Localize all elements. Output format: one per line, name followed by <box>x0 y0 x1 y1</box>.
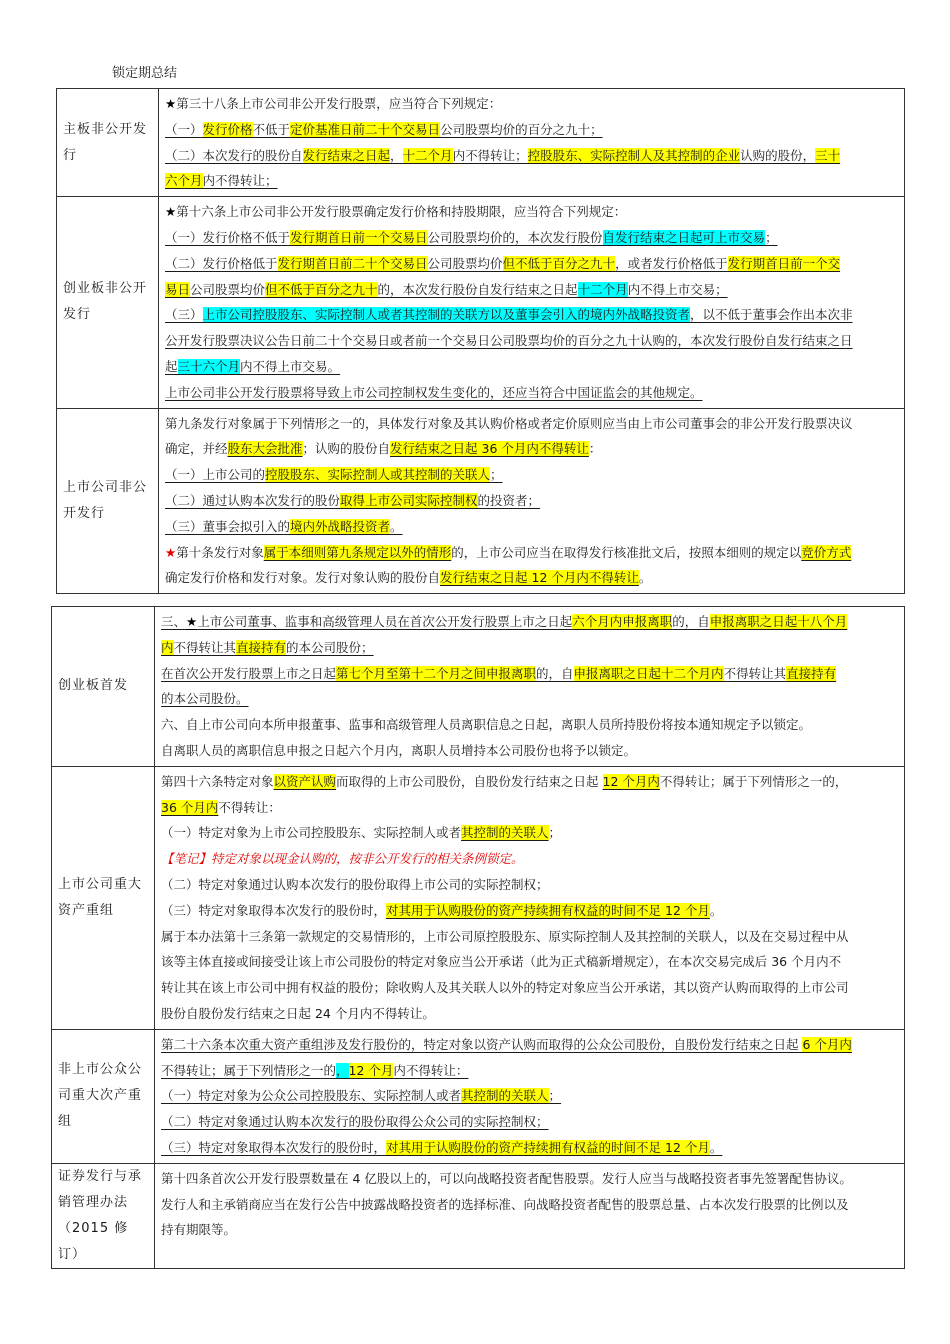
text-segment: 确定，并经 <box>165 441 228 457</box>
text-segment: 确定发行价格和发行对象。发行对象认购的股份自 <box>165 570 441 586</box>
text-segment: 三、 <box>161 614 187 629</box>
content-line <box>161 769 900 795</box>
content-line <box>165 540 900 566</box>
content-line <box>161 820 900 846</box>
content-line <box>161 661 900 687</box>
star-icon: ★ <box>186 614 198 629</box>
row-content <box>159 197 905 408</box>
highlighted-text: 定价基准日前二十个交易日 <box>290 121 441 137</box>
content-line <box>161 1135 900 1161</box>
table-row <box>52 1163 905 1268</box>
content-line <box>161 795 900 821</box>
highlighted-text: 境内外战略投资者 <box>290 518 391 534</box>
highlighted-text: ， <box>336 1062 349 1078</box>
note-text: 【笔记】特定对象以现金认购的，按非公开发行的相关条例锁定。 <box>161 851 524 867</box>
highlighted-text: 其控制的关联人 <box>461 1088 549 1104</box>
text-segment: 六、自上市公司向本所申报董事、监事和高级管理人员离职信息之日起，离职人员所持股份将按本通知规定予以锁定。 <box>161 717 812 733</box>
text-segment: 内不得上市交易。 <box>240 358 341 374</box>
text-segment: 在首次公开发行股票上市之日起 <box>161 665 337 681</box>
text-segment: 股份自股份发行结束之日起 24 个月内不得转让。 <box>161 1005 435 1021</box>
text-segment: （二）本次发行的股份自 <box>165 147 303 163</box>
highlighted-text: 十二个月 <box>402 147 453 163</box>
highlighted-text: 但不低于百分之九十 <box>265 281 378 297</box>
table-row <box>57 197 905 408</box>
text-segment: （一）特定对象为上市公司控股股东、实际控制人或者 <box>161 825 462 841</box>
text-segment: 不得转让： <box>218 799 281 815</box>
content-line <box>161 949 900 975</box>
text-segment: 内不得上市交易； <box>627 281 728 297</box>
row-content <box>159 89 905 197</box>
content-line <box>165 251 900 277</box>
highlighted-text: 十二个月 <box>577 281 628 297</box>
table-row <box>52 1029 905 1163</box>
content-line <box>165 380 900 406</box>
content-line <box>161 975 900 1001</box>
highlighted-text: 三十 <box>815 147 841 163</box>
content-line <box>165 354 900 380</box>
row-content <box>155 766 905 1029</box>
text-segment: ； <box>548 1088 562 1104</box>
highlighted-text: 六个月 <box>165 173 203 189</box>
highlighted-text: 属于本细则第九条规定以外的情形 <box>263 544 452 560</box>
text-segment: （三）特定对象取得本次发行的股份时， <box>161 902 387 918</box>
text-segment: 转让其在该上市公司中拥有权益的股份；除收购人及其关联人以外的特定对象应当公开承诺，其以资产认购而取得的上市公司 <box>161 980 849 996</box>
highlighted-text: 发行价格 <box>202 121 253 137</box>
text-segment: 第九条发行对象属于下列情形之一的，具体发行对象及其认购价格或者定价原则应当由上市公司董事会的非公开发行股票决议 <box>165 415 853 431</box>
text-segment: 的，自 <box>672 614 710 629</box>
highlighted-text: 直接持有 <box>786 665 837 681</box>
text-segment: 认购的股份， <box>740 147 816 163</box>
row-content <box>155 1029 905 1163</box>
text-segment: （一）上市公司的 <box>165 467 266 483</box>
highlighted-text: 发行期首日前一个交易日 <box>290 229 428 245</box>
star-icon: ★ <box>165 96 177 111</box>
text-segment: 第十六条上市公司非公开发行股票确定发行价格和持股期限，应当符合下列规定： <box>176 204 627 220</box>
row-label: 证券发行与承销管理办法（2015 修订） <box>52 1163 155 1268</box>
highlighted-text: 以资产认购 <box>273 773 337 789</box>
text-segment: （二）发行价格低于 <box>165 255 278 271</box>
highlighted-text: 直接持有 <box>236 639 287 655</box>
content-line <box>165 225 900 251</box>
highlighted-text: 对其用于认购股份的资产持续拥有权益的时间不足 12 个月 <box>386 1139 710 1155</box>
text-segment: 的投资者； <box>477 492 541 508</box>
text-segment: 该等主体直接或间接受让该上市公司股份的特定对象应当公开承诺（此为正式稿新增规定），在本次交易完成后 36 个月内不 <box>161 954 842 970</box>
text-segment: 不得转让其 <box>723 665 787 681</box>
text-segment: 第十四条首次公开发行股票数量在 4 亿股以上的，可以向战略投资者配售股票。发行人应当与战略投资者事先签署配售协议。 <box>161 1170 852 1186</box>
content-line <box>161 712 900 738</box>
highlighted-text: 申报离职之日起十八个月 <box>709 614 848 629</box>
content-line <box>161 924 900 950</box>
text-segment: ： <box>588 441 602 457</box>
content-line <box>165 168 900 194</box>
highlighted-text: 发行结束之日起 <box>302 147 391 163</box>
content-line <box>161 1192 900 1218</box>
content-line <box>161 609 900 635</box>
highlighted-text: 内 <box>161 639 174 655</box>
content-line <box>165 277 900 303</box>
table-row <box>52 766 905 1029</box>
highlighted-text: 竞价方式 <box>801 544 852 560</box>
text-segment: （一）发行价格不低于 <box>165 229 291 245</box>
text-segment: 公司股票均价 <box>190 281 266 297</box>
text-segment: 的，上市公司应当在取得发行核准批文后，按照本细则的规定以 <box>451 544 802 560</box>
content-line <box>165 199 900 225</box>
text-segment: ；认购的股份自 <box>302 441 391 457</box>
highlighted-text: 控股股东、实际控制人或其控制的关联人 <box>265 467 491 483</box>
text-segment: 而取得的上市公司股份，自股份发行结束之日起 <box>336 773 603 789</box>
content-line <box>165 514 900 540</box>
table-row <box>57 408 905 594</box>
highlighted-text: 发行结束之日起 12 个月内不得转让 <box>440 570 639 586</box>
row-content <box>155 607 905 767</box>
content-line <box>161 1083 900 1109</box>
row-content <box>159 408 905 594</box>
content-line <box>161 872 900 898</box>
content-line <box>165 143 900 169</box>
highlighted-text: 上市公司控股股东、实际控制人或者其控制的关联方以及董事会引入的境内外战略投资者 <box>202 307 691 323</box>
content-line <box>165 91 900 117</box>
highlighted-text: 对其用于认购股份的资产持续拥有权益的时间不足 12 个月 <box>386 902 710 918</box>
highlighted-text: 发行期首日前一个交 <box>727 255 841 271</box>
highlighted-text: 但不低于百分之九十 <box>502 255 616 271</box>
text-segment: （二）特定对象通过认购本次发行的股份取得公众公司的实际控制权； <box>161 1114 549 1130</box>
text-segment: （一） <box>165 121 203 137</box>
content-line <box>161 686 900 712</box>
highlighted-text: 申报离职之日起十二个月内 <box>573 665 724 681</box>
text-segment: 发行人和主承销商应当在发行公告中披露战略投资者的选择标准、向战略投资者配售的股票总量、占本次发行股票的比例以及 <box>161 1196 849 1212</box>
text-segment: ，或者发行价格低于 <box>615 255 728 271</box>
highlighted-text: 控股股东、实际控制人及其控制的企业 <box>527 147 741 163</box>
text-segment: 。 <box>709 1139 723 1155</box>
text-segment: 内不得转让： <box>393 1062 469 1078</box>
highlighted-text: 12 个月 <box>348 1062 394 1078</box>
highlighted-text: 易日 <box>165 281 191 297</box>
highlighted-text: 第七个月至第十二个月之间申报离职 <box>336 665 537 681</box>
highlighted-text: 股东大会批准 <box>227 441 303 457</box>
lockup-table-1 <box>56 88 905 594</box>
page-title: 锁定期总结 <box>112 66 178 81</box>
row-label: 上市公司非公开发行 <box>57 408 159 594</box>
text-segment: （一）特定对象为公众公司控股股东、实际控制人或者 <box>161 1088 462 1104</box>
text-segment: ； <box>490 467 503 483</box>
star-icon: ★ <box>165 204 177 220</box>
content-line <box>161 1217 900 1243</box>
content-line <box>161 846 900 872</box>
content-line <box>165 411 900 437</box>
text-segment: 。 <box>390 518 403 534</box>
content-line <box>161 1058 900 1084</box>
text-segment: 的本公司股份； <box>286 639 374 655</box>
text-segment: 自离职人员的离职信息申报之日起六个月内，离职人员增持本公司股份也将予以锁定。 <box>161 742 637 758</box>
row-label: 非上市公众公司重大次产重组 <box>52 1029 155 1163</box>
content-line <box>165 328 900 354</box>
text-segment: 起 <box>165 358 178 374</box>
text-segment: ，以不低于董事会作出本次非 <box>690 307 853 323</box>
text-segment: 不得转让；属于下列情形之一的 <box>161 1062 337 1078</box>
highlighted-text: 自发行结束之日起可上市交易 <box>602 229 766 245</box>
text-segment: 不得转让其 <box>173 639 237 655</box>
content-line <box>165 565 900 591</box>
content-line <box>161 1001 900 1027</box>
text-segment: 内不得转让； <box>202 173 278 189</box>
text-segment: ； <box>765 229 778 245</box>
content-line <box>161 635 900 661</box>
lockup-table-2 <box>51 606 905 1269</box>
table-row <box>57 89 905 197</box>
text-segment: 第四十六条特定对象 <box>161 773 274 789</box>
highlighted-text: 三十六个月 <box>177 358 241 374</box>
highlighted-text: 其控制的关联人 <box>461 825 549 841</box>
content-line <box>161 1032 900 1058</box>
text-segment: 公司股票均价的，本次发行股份 <box>427 229 603 245</box>
star-icon: ★ <box>165 544 177 560</box>
text-segment: 的，自 <box>536 665 574 681</box>
text-segment: 公司股票均价 <box>427 255 503 271</box>
row-content <box>155 1163 905 1268</box>
text-segment: 公司股票均价的百分之九十； <box>440 121 603 137</box>
text-segment: 的，本次发行股份自发行结束之日起 <box>377 281 578 297</box>
text-segment: （二）特定对象通过认购本次发行的股份取得上市公司的实际控制权； <box>161 876 549 892</box>
table-row <box>52 607 905 767</box>
text-segment: 内不得转让； <box>452 147 528 163</box>
text-segment: （三）特定对象取得本次发行的股份时， <box>161 1139 387 1155</box>
content-line <box>161 738 900 764</box>
text-segment: 上市公司非公开发行股票将导致上市公司控制权发生变化的，还应当符合中国证监会的其他规定。 <box>165 384 703 400</box>
content-line <box>165 117 900 143</box>
text-segment: ， <box>390 147 403 163</box>
text-segment: 第三十八条上市公司非公开发行股票，应当符合下列规定： <box>176 96 502 111</box>
text-segment: 持有期限等。 <box>161 1222 237 1238</box>
row-label: 主板非公开发行 <box>57 89 159 197</box>
text-segment: （二）通过认购本次发行的股份 <box>165 492 341 508</box>
text-segment: 。 <box>638 570 652 586</box>
highlighted-text: 36 个月内 <box>161 799 219 815</box>
content-line <box>165 302 900 328</box>
text-segment: 公开发行股票决议公告日前二十个交易日或者前一个交易日公司股票均价的百分之九十认购的，本次发行股份自发行结束之日 <box>165 333 853 349</box>
content-line <box>165 488 900 514</box>
content-line <box>165 436 900 462</box>
highlighted-text: 六个月内申报离职 <box>572 614 673 629</box>
text-segment: 第十条发行对象 <box>176 544 264 560</box>
text-segment: 属于本办法第十三条第一款规定的交易情形的，上市公司原控股股东、原实际控制人及其控制的关联人，以及在交易过程中从 <box>161 928 849 944</box>
highlighted-text: 发行期首日前二十个交易日 <box>277 255 428 271</box>
text-segment: 第二十六条本次重大资产重组涉及发行股份的，特定对象以资产认购而取得的公众公司股份，自股份发行结束之日起 <box>161 1036 803 1052</box>
text-segment: （三）董事会拟引入的 <box>165 518 291 534</box>
highlighted-text: 发行结束之日起 36 个月内不得转让 <box>390 441 589 457</box>
content-line <box>161 1109 900 1135</box>
text-segment: 的本公司股份。 <box>161 691 249 707</box>
content-line <box>161 1166 900 1192</box>
text-segment: 不得转让；属于下列情形之一的， <box>659 773 848 789</box>
highlighted-text: 12 个月内 <box>602 773 660 789</box>
highlighted-text: 6 个月内 <box>802 1036 852 1052</box>
text-segment: 不低于 <box>252 121 291 137</box>
highlighted-text: 取得上市公司实际控制权 <box>340 492 478 508</box>
row-label: 上市公司重大资产重组 <box>52 766 155 1029</box>
row-label: 创业板非公开发行 <box>57 197 159 408</box>
content-line <box>165 462 900 488</box>
text-segment: ； <box>548 825 562 841</box>
text-segment: 上市公司董事、监事和高级管理人员在首次公开发行股票上市之日起 <box>197 614 573 629</box>
content-line <box>161 898 900 924</box>
text-segment: （三） <box>165 307 203 323</box>
text-segment: 。 <box>709 902 723 918</box>
row-label: 创业板首发 <box>52 607 155 767</box>
